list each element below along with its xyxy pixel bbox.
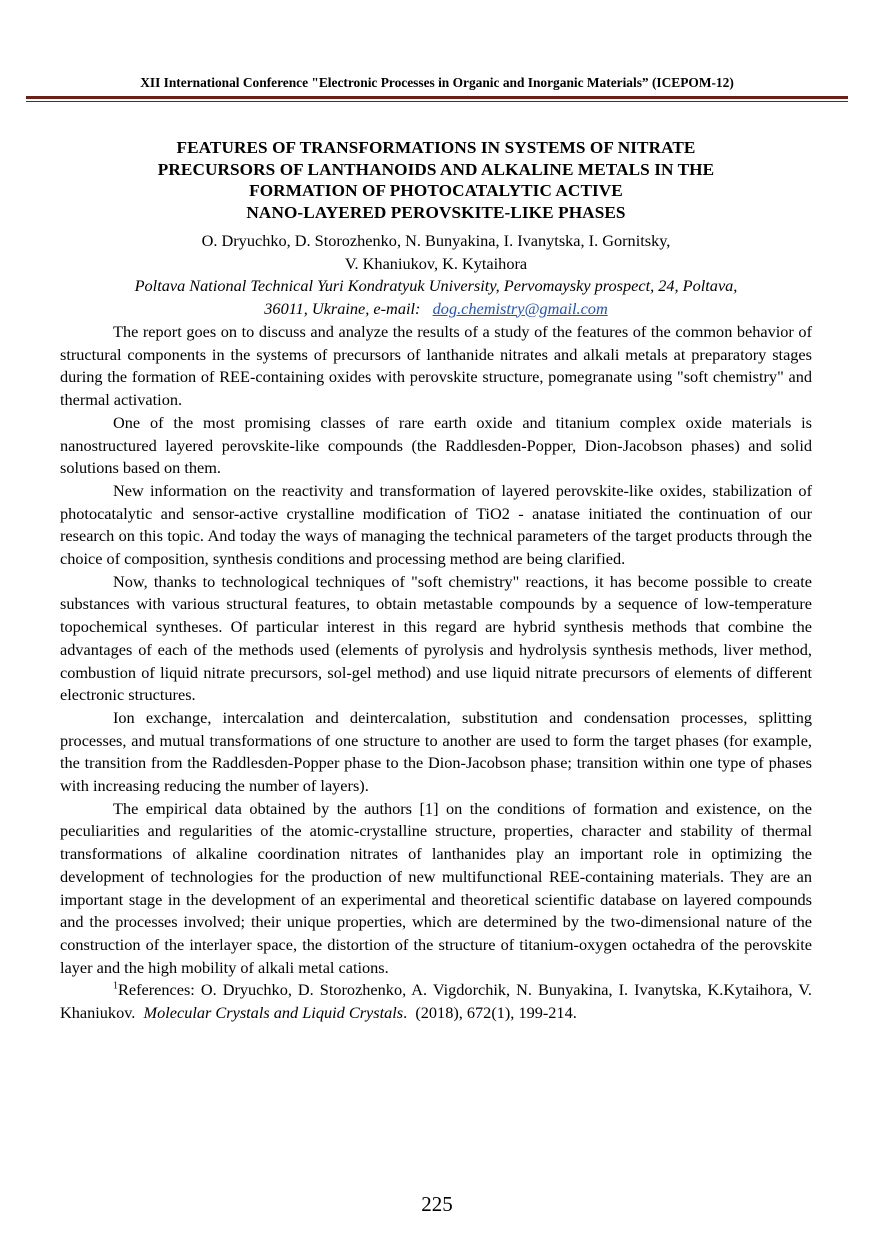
paragraph: The empirical data obtained by the authors [1] on the conditions of formation and existence, on the peculiarities and regularities of the atomic-crystalline structure, properties, character and stability of thermal transformations of alkaline coordination nitrates of lanthanides play an important role in optimizing the development of technologies for the production of new multifunctional REE-containing materials. They are an important stage in the development of an experimental and theoretical scientific database on layered compounds and the processes involved; their unique properties, which are determined by the two-dimensional nature of the construction of the interlayer space, the distortion of the structure of titanium-oxygen octahedra of the perovskite layer and the high mobility of alkali metal cations. — [60, 798, 812, 977]
paragraph: New information on the reactivity and transformation of layered perovskite-like oxides, stabilization of photocatalytic and sensor-active crystalline modification of TiO2 - anatase initiated the continuation of our research on this topic. And today the ways of managing the technical parameters of the target products through the choice of composition, synthesis conditions and processing method are being clarified. — [60, 480, 812, 569]
footnote-marker: 1 — [113, 980, 118, 992]
paragraph: The report goes on to discuss and analyze the results of a study of the features of the common behavior of structural components in the systems of precursors of lanthanide nitrates and alkali metals at preparatory stages during the formation of REE-containing oxides with perovskite structure, pomegranate using "soft chemistry" and thermal activation. — [60, 322, 812, 410]
header-rule-thin — [26, 101, 848, 102]
title-line: PRECURSORS OF LANTHANOIDS AND ALKALINE METALS IN THE — [157, 159, 715, 179]
affiliation-line-2 — [60, 298, 812, 321]
title-line: FEATURES OF TRANSFORMATIONS IN SYSTEMS OF NITRATE — [176, 138, 696, 157]
page-number: 225 — [421, 1192, 453, 1216]
affiliation — [60, 275, 812, 320]
affiliation-line: Poltava National Technical Yuri Kondratyuk University, Pervomaysky prospect, 24, Poltava, — [134, 276, 738, 295]
references-lead: References: O. Dryuchko, D. Storozhenko, A. Vigdorchik, N. Bunyakina, I. Ivanytska, K.Kytaihora, V. Khaniukov. — [60, 980, 812, 1023]
references-details: (2018), 672(1), 199-214. — [415, 1003, 577, 1023]
conference-header: XII International Conference "Electronic Processes in Organic and Inorganic Materials” (ICEPOM-12) — [140, 75, 734, 90]
authors — [60, 230, 812, 275]
body-text — [60, 321, 812, 1025]
paper-title — [60, 137, 812, 223]
paragraph: Ion exchange, intercalation and deintercalation, substitution and condensation processes, splitting processes, and mutual transformations of one structure to another are used to form the target phases (for example, the transition from the Raddlesden-Popper phase to the Dion-Jacobson phase; transition within one type of phases with increasing reducing the number of layers). — [60, 707, 812, 796]
title-line: FORMATION OF PHOTOCATALYTIC ACTIVE — [249, 181, 623, 201]
references: $^1$References: O. Dryuchko, D. Storozhenko, A. Vigdorchik, N. Bunyakina, I. Ivanytska, K.Kytaihora, V. Khaniukov. Molecular Crystals and Liquid Crystals. (2018), 672(1), 199-214. — [60, 980, 812, 1023]
paragraph: One of the most promising classes of rare earth oxide and titanium complex oxide materials is nanostructured layered perovskite-like compounds (the Raddlesden-Popper, Dion-Jacobson phases) and solid solutions based on them. — [60, 412, 812, 478]
title-line: NANO-LAYERED PEROVSKITE-LIKE PHASES — [246, 202, 626, 222]
header-rule-thick — [26, 96, 848, 99]
affiliation-address: 36011, Ukraine, e-mail: — [264, 298, 421, 318]
authors-line: O. Dryuchko, D. Storozhenko, N. Bunyakina, I. Ivanytska, I. Gornitsky, — [201, 231, 671, 250]
references-journal: Molecular Crystals and Liquid Crystals — [143, 1003, 404, 1023]
authors-line: V. Khaniukov, K. Kytaihora — [344, 253, 528, 273]
email-link[interactable]: dog.chemistry@gmail.com — [432, 298, 608, 318]
paragraph: Now, thanks to technological techniques of "soft chemistry" reactions, it has become possible to create substances with various structural features, to obtain metastable compounds by a sequence of low-temperature topochemical syntheses. Of particular interest in this regard are hybrid synthesis methods that combine the advantages of each of the methods used (elements of pyrolysis and hydrolysis synthesis methods, liver method, combustion of liquid nitrate precursors, sol-gel method) and use liquid nitrate precursors of elements of different electronic structures. — [60, 571, 812, 705]
